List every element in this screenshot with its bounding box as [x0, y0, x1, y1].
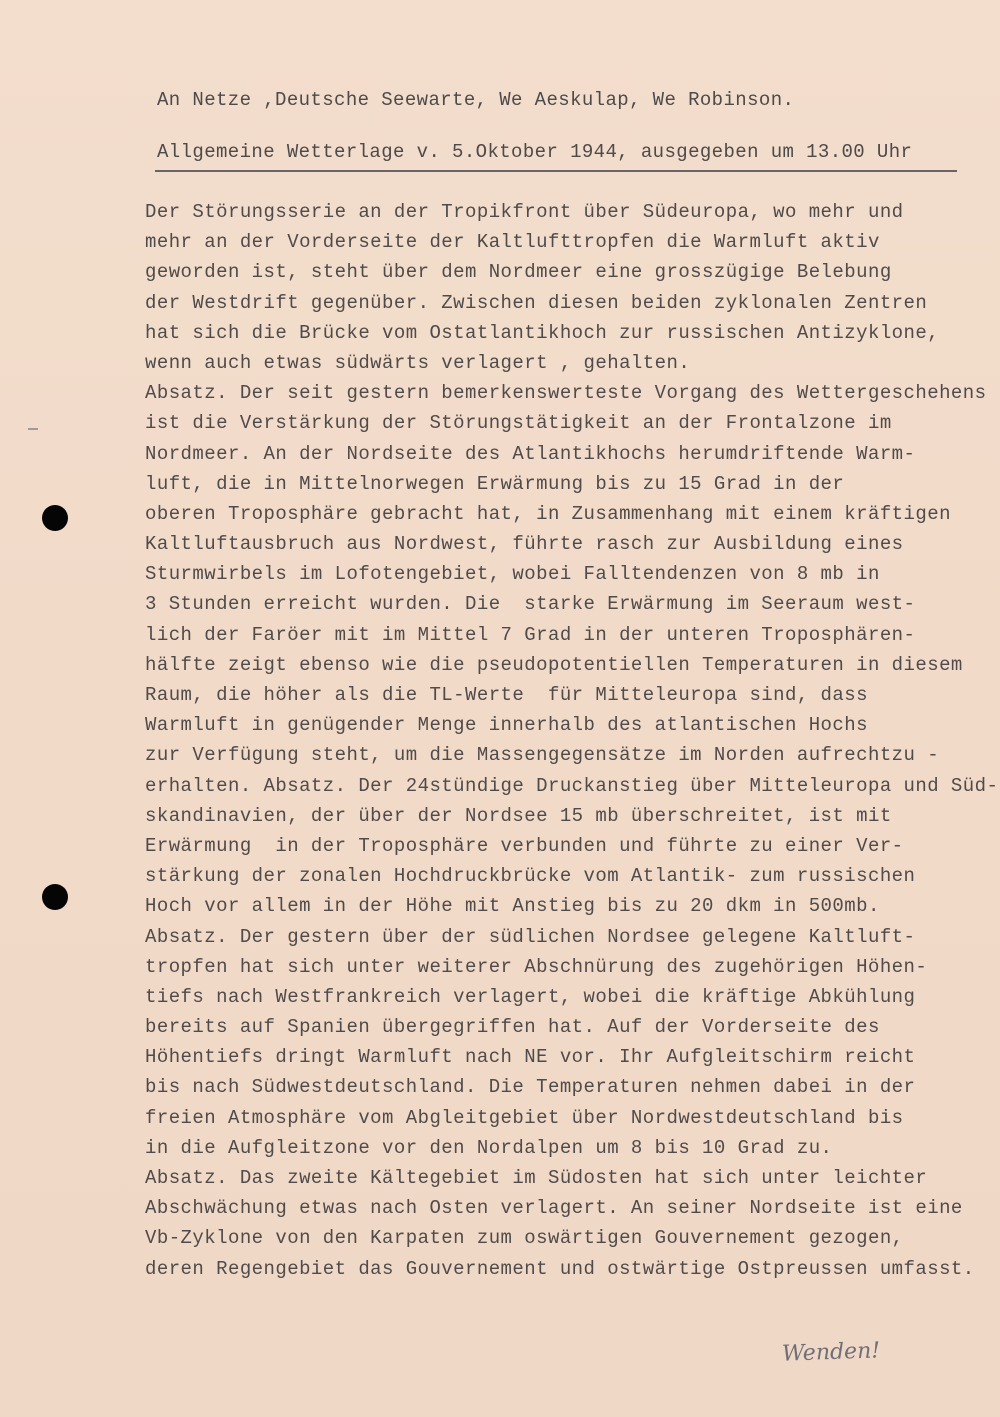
body-line: Vb-Zyklone von den Karpaten zum oswärtigen Gouvernement gezogen, [145, 1227, 904, 1250]
body-line: Hoch vor allem in der Höhe mit Anstieg bis zu 20 dkm in 500mb. [145, 895, 880, 918]
body-line: hat sich die Brücke vom Ostatlantikhoch zur russischen Antizyklone, [145, 321, 940, 344]
body-line: Nordmeer. An der Nordseite des Atlantikhochs herumdriftende Warm- [145, 442, 916, 465]
body-line: luft, die in Mittelnorwegen Erwärmung bis zu 15 Grad in der [145, 472, 845, 495]
body-line: mehr an der Vorderseite der Kaltlufttropfen die Warmluft aktiv [145, 231, 880, 254]
body-line: hälfte zeigt ebenso wie die pseudopotentiellen Temperaturen in diesem [145, 653, 963, 676]
body-line: Warmluft in genügender Menge innerhalb des atlantischen Hochs [145, 714, 868, 737]
punch-hole [42, 884, 68, 910]
body-line: tropfen hat sich unter weiterer Abschnürung des zugehörigen Höhen- [145, 955, 928, 978]
body-line: freien Atmosphäre vom Abgleitgebiet über Nordwestdeutschland bis [145, 1106, 904, 1129]
body-line: Der Störungsserie an der Tropikfront über Südeuropa, wo mehr und [145, 201, 904, 223]
body-line: wenn auch etwas südwärts verlagert , gehalten. [145, 351, 691, 374]
body-line: Absatz. Das zweite Kältegebiet im Südosten hat sich unter leichter [145, 1167, 928, 1189]
recipients-line: An Netze ,Deutsche Seewarte, We Aeskulap, We Robinson. [157, 89, 795, 111]
body-line: skandinavien, der über der Nordsee 15 mb überschreitet, ist mit [145, 804, 892, 827]
punch-hole [42, 505, 68, 531]
body-line: 3 Stunden erreicht wurden. Die starke Erwärmung im Seeraum west- [145, 593, 916, 616]
body-line: Erwärmung in der Troposphäre verbunden und führte zu einer Ver- [145, 834, 904, 857]
title-underline [155, 170, 957, 172]
body-line: zur Verfügung steht, um die Massengegensätze im Norden aufrechtzu - [145, 744, 940, 767]
report-body [145, 197, 999, 1284]
body-line: Kaltluftausbruch aus Nordwest, führte rasch zur Ausbildung eines [145, 533, 904, 556]
body-line: Absatz. Der gestern über der südlichen Nordsee gelegene Kaltluft- [145, 925, 916, 948]
body-line: lich der Faröer mit im Mittel 7 Grad in der unteren Troposphären- [145, 623, 916, 646]
body-line: Abschwächung etwas nach Osten verlagert. An seiner Nordseite ist eine [145, 1197, 963, 1220]
body-line: Absatz. Der seit gestern bemerkenswerteste Vorgang des Wettergeschehens [145, 382, 987, 405]
body-line: stärkung der zonalen Hochdruckbrücke vom Atlantik- zum russischen [145, 865, 916, 888]
body-line: erhalten. Absatz. Der 24stündige Druckanstieg über Mitteleuropa und Süd- [145, 774, 999, 797]
body-line: der Westdrift gegenüber. Zwischen diesen beiden zyklonalen Zentren [145, 291, 928, 314]
paper-mark [28, 428, 38, 430]
body-line: Höhentiefs dringt Warmluft nach NE vor. Ihr Aufgleitschirm reicht [145, 1046, 916, 1069]
handwritten-note: Wenden! [781, 1338, 881, 1367]
report-title: Allgemeine Wetterlage v. 5.Oktober 1944, ausgegeben um 13.00 Uhr [157, 141, 913, 163]
body-line: geworden ist, steht über dem Nordmeer eine grosszügige Belebung [145, 261, 892, 284]
body-line: deren Regengebiet das Gouvernement und ostwärtige Ostpreussen umfasst. [145, 1257, 975, 1280]
body-line: oberen Troposphäre gebracht hat, in Zusammenhang mit einem kräftigen [145, 502, 951, 525]
body-line: ist die Verstärkung der Störungstätigkeit an der Frontalzone im [145, 412, 892, 435]
body-line: Sturmwirbels im Lofotengebiet, wobei Falltendenzen von 8 mb in [145, 563, 880, 586]
body-line: bereits auf Spanien übergegriffen hat. Auf der Vorderseite des [145, 1016, 880, 1039]
body-line: bis nach Südwestdeutschland. Die Temperaturen nehmen dabei in der [145, 1076, 916, 1099]
body-line: Raum, die höher als die TL-Werte für Mitteleuropa sind, dass [145, 684, 868, 706]
body-line: tiefs nach Westfrankreich verlagert, wobei die kräftige Abkühlung [145, 985, 916, 1008]
body-line: in die Aufgleitzone vor den Nordalpen um 8 bis 10 Grad zu. [145, 1136, 833, 1159]
